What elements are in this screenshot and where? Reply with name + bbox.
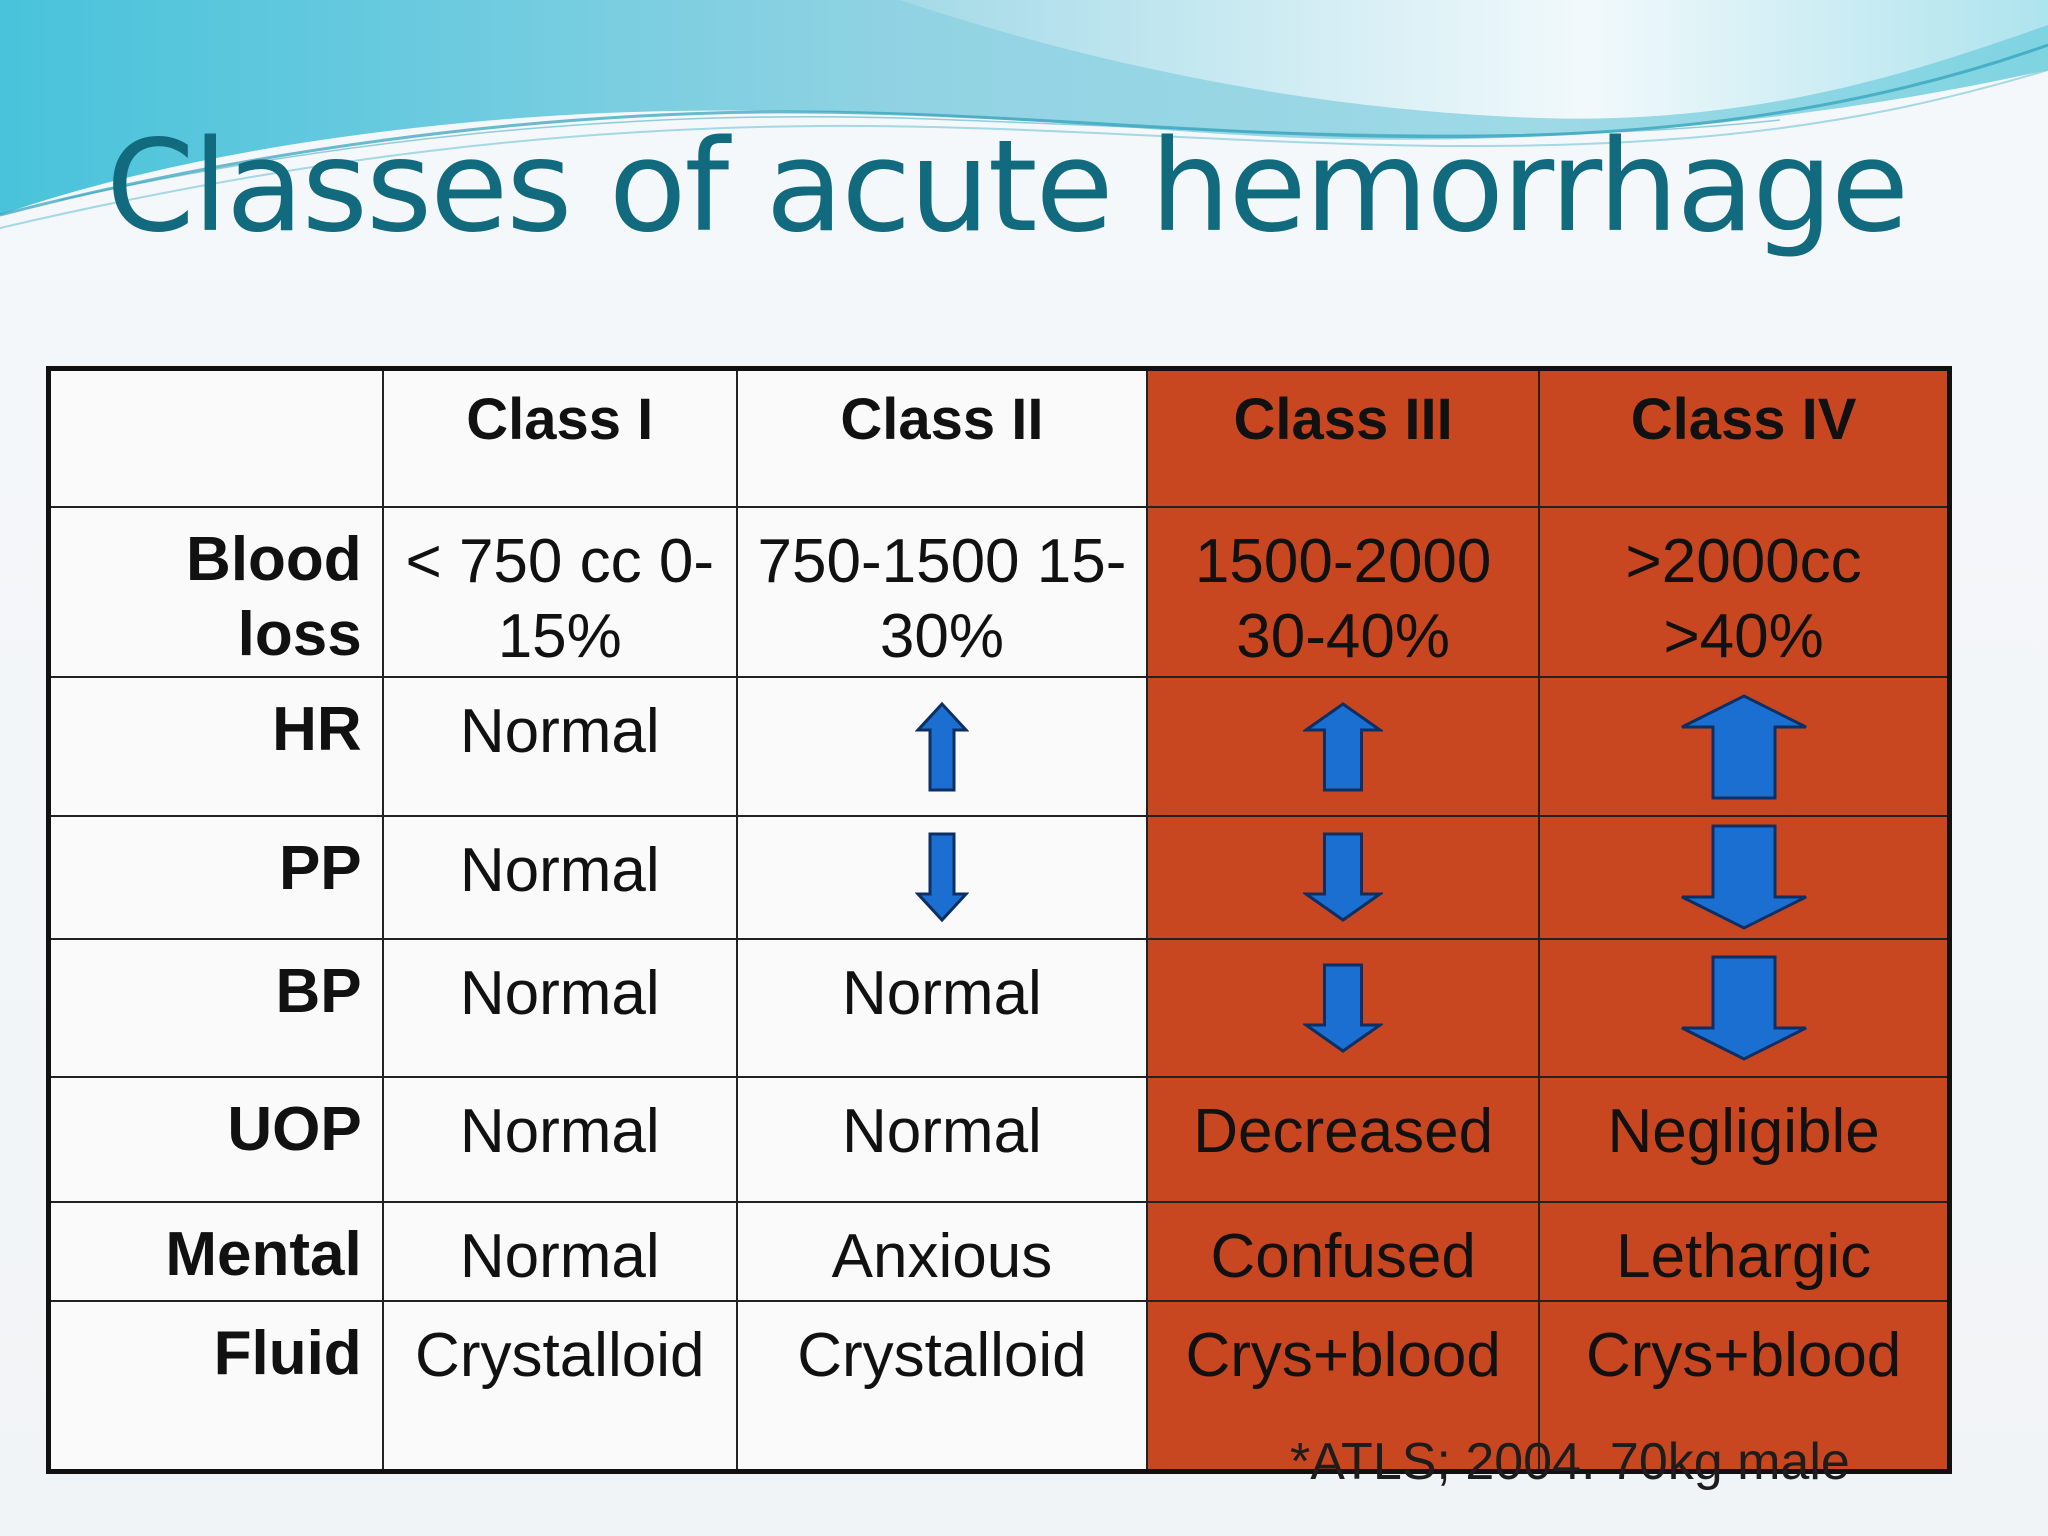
row-label-bp: BP bbox=[49, 939, 383, 1078]
arrow-down-icon bbox=[1679, 954, 1809, 1062]
row-label-fluid: Fluid bbox=[49, 1301, 383, 1472]
cell-hr-class-i: Normal bbox=[383, 677, 737, 816]
cell-fluid-class-iv: Crys+blood bbox=[1539, 1301, 1949, 1472]
row-label-hr: HR bbox=[49, 677, 383, 816]
cell-blood-loss-class-i: < 750 cc 0-15% bbox=[383, 507, 737, 678]
arrow-up-icon bbox=[1303, 701, 1383, 793]
arrow-up-icon bbox=[915, 701, 969, 793]
cell-mental-class-i: Normal bbox=[383, 1202, 737, 1301]
cell-mental-class-ii: Anxious bbox=[737, 1202, 1147, 1301]
cell-mental-class-iv: Lethargic bbox=[1539, 1202, 1949, 1301]
table-row-pp bbox=[49, 816, 1950, 939]
cell-bp-class-iii bbox=[1147, 939, 1539, 1078]
cell-blood-loss-class-ii: 750-1500 15-30% bbox=[737, 507, 1147, 678]
header-class-iii: Class III bbox=[1147, 369, 1539, 507]
table-body bbox=[49, 507, 1950, 1472]
slide-title: Classes of acute hemorrhage bbox=[106, 112, 1908, 260]
row-label-pp: PP bbox=[49, 816, 383, 939]
cell-pp-class-iv bbox=[1539, 816, 1949, 939]
table-row-uop bbox=[49, 1077, 1950, 1202]
cell-pp-class-ii bbox=[737, 816, 1147, 939]
cell-uop-class-iii: Decreased bbox=[1147, 1077, 1539, 1202]
arrow-down-icon bbox=[1679, 823, 1809, 931]
cell-bp-class-ii: Normal bbox=[737, 939, 1147, 1078]
table-header-row bbox=[49, 369, 1950, 507]
header-class-ii: Class II bbox=[737, 369, 1147, 507]
cell-mental-class-iii: Confused bbox=[1147, 1202, 1539, 1301]
row-label-uop: UOP bbox=[49, 1077, 383, 1202]
cell-pp-class-i: Normal bbox=[383, 816, 737, 939]
arrow-up-icon bbox=[1679, 693, 1809, 801]
cell-hr-class-ii bbox=[737, 677, 1147, 816]
cell-fluid-class-ii: Crystalloid bbox=[737, 1301, 1147, 1472]
cell-blood-loss-class-iv: >2000cc >40% bbox=[1539, 507, 1949, 678]
arrow-down-icon bbox=[1303, 962, 1383, 1054]
header-class-iv: Class IV bbox=[1539, 369, 1949, 507]
cell-pp-class-iii bbox=[1147, 816, 1539, 939]
footnote: *ATLS; 2004. 70kg male bbox=[1290, 1433, 1850, 1491]
hemorrhage-class-table-wrap bbox=[46, 366, 1952, 1474]
row-label-mental: Mental bbox=[49, 1202, 383, 1301]
table-row-hr bbox=[49, 677, 1950, 816]
arrow-down-icon bbox=[1303, 831, 1383, 923]
cell-uop-class-iv: Negligible bbox=[1539, 1077, 1949, 1202]
cell-bp-class-i: Normal bbox=[383, 939, 737, 1078]
cell-hr-class-iv bbox=[1539, 677, 1949, 816]
table-row-bp bbox=[49, 939, 1950, 1078]
table-row-blood-loss bbox=[49, 507, 1950, 678]
arrow-down-icon bbox=[915, 831, 969, 923]
header-corner-cell bbox=[49, 369, 383, 507]
cell-blood-loss-class-iii: 1500-2000 30-40% bbox=[1147, 507, 1539, 678]
row-label-blood-loss: Blood loss bbox=[49, 507, 383, 678]
cell-fluid-class-iii: Crys+blood bbox=[1147, 1301, 1539, 1472]
table-row-mental bbox=[49, 1202, 1950, 1301]
cell-bp-class-iv bbox=[1539, 939, 1949, 1078]
cell-hr-class-iii bbox=[1147, 677, 1539, 816]
hemorrhage-class-table bbox=[46, 366, 1952, 1474]
header-class-i: Class I bbox=[383, 369, 737, 507]
cell-uop-class-i: Normal bbox=[383, 1077, 737, 1202]
cell-uop-class-ii: Normal bbox=[737, 1077, 1147, 1202]
cell-fluid-class-i: Crystalloid bbox=[383, 1301, 737, 1472]
